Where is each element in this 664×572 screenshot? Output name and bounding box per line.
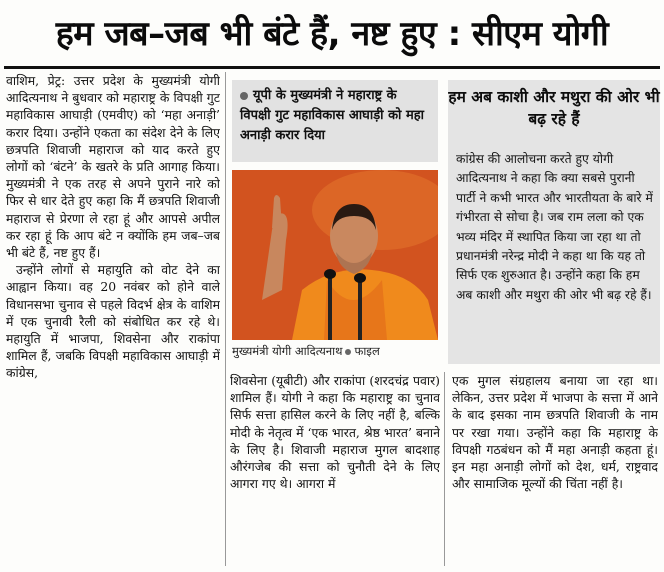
- article-column-1: [6, 72, 220, 568]
- bullet-icon: [240, 92, 248, 100]
- photo-caption: [232, 344, 438, 359]
- article-column-3: [452, 372, 658, 568]
- article-paragraph: एक मुगल संग्रहालय बनाया जा रहा था। लेकिन, उत्तर प्रदेश में भाजपा के सत्ता में आने के बाद इसका नाम छत्रपति शिवाजी के नाम पर रखा गया। उन्होंने कहा कि महाराष्ट्र के विपक्षी गठबंधन को मैं महा अनाड़ी कहता हूं। इन महा अनाड़ी लोगों को देश, धर्म, राष्ट्रवाद और सामाजिक मूल्यों की चिंता नहीं है।: [452, 373, 658, 492]
- news-photo: [232, 170, 438, 340]
- sidebar-body: [456, 150, 656, 305]
- headline-rule: [4, 66, 660, 69]
- article-column-2: [230, 372, 440, 568]
- caption-name: मुख्यमंत्री योगी आदित्यनाथ: [232, 344, 343, 358]
- bullet-icon: [345, 349, 351, 355]
- column-divider: [444, 372, 445, 566]
- caption-credit: फाइल: [354, 344, 380, 358]
- article-paragraph: उन्होंने लोगों से महायुति को वोट देने का आह्वान किया। वह 20 नवंबर को होने वाले विधानसभा चुनाव से पहले विदर्भ क्षेत्र के वाशिम में एक चुनावी रैली को संबोधित कर रहे थे। महायुति में भाजपा, शिवसेना और राकांपा शामिल हैं, जबकि विपक्षी महाविकास आघाड़ी में कांग्रेस,: [6, 262, 220, 381]
- highlight-text: यूपी के मुख्यमंत्री ने महाराष्ट्र के विपक्षी गुट महाविकास आघाड़ी को महा अनाड़ी करार दिया: [240, 88, 424, 143]
- column-divider: [225, 72, 226, 566]
- headline: हम जब–जब भी बंटे हैं, नष्ट हुए : सीएम योगी: [55, 14, 609, 54]
- article-paragraph: वाशिम, प्रेट्र: उत्तर प्रदेश के मुख्यमंत्री योगी आदित्यनाथ ने बुधवार को महाराष्ट्र के विपक्षी गुट महाविकास आघाड़ी (एमवीए) को ‘महा अनाड़ी’ करार दिया। उन्होंने एकता का संदेश देने के लिए छत्रपति शिवाजी महाराज को याद करते हुए लोगों को ‘बंटने’ के खतरे के प्रति आगाह किया। मुख्यमंत्री ने एक तरह से अपने पुराने नारे को फिर से धार देते हुए कहा कि मैं छत्रपति शिवाजी महाराज से प्रेरणा ले रहा हूं और आपसे अपील कर रहा हूं कि आप बंटे न क्योंकि हम जब–जब भी बंटे हैं, नष्ट हुए हैं।: [6, 73, 220, 261]
- sidebar-title: हम अब काशी और मथुरा की ओर भी बढ़ रहे हैं: [448, 88, 660, 128]
- sidebar-paragraph: कांग्रेस की आलोचना करते हुए योगी आदित्यनाथ ने कहा कि क्या सबसे पुरानी पार्टी ने कभी भारत और भारतीयता के बारे में गंभीरता से सोचा है। जब राम लला को एक भव्य मंदिर में स्थापित किया जा रहा था तो प्रधानमंत्री नरेन्द्र मोदी ने कहा था कि यह तो सिर्फ एक शुरुआत है। उन्होंने कहा कि हम अब काशी और मथुरा की ओर भी बढ़ रहे हैं।: [456, 152, 653, 302]
- highlight-box: [232, 80, 438, 162]
- article-paragraph: शिवसेना (यूबीटी) और राकांपा (शरदचंद्र पवार) शामिल हैं। योगी ने कहा कि महाराष्ट्र का चुनाव सिर्फ सत्ता हासिल करने के लिए नहीं है, बल्कि मोदी के नेतृत्व में ‘एक भारत, श्रेष्ठ भारत’ बनाने के लिए है। शिवाजी महाराज मुगल बादशाह औरंगजेब की सत्ता को चुनौती देने के लिए आगरा गए थे। आगरा में: [230, 373, 440, 492]
